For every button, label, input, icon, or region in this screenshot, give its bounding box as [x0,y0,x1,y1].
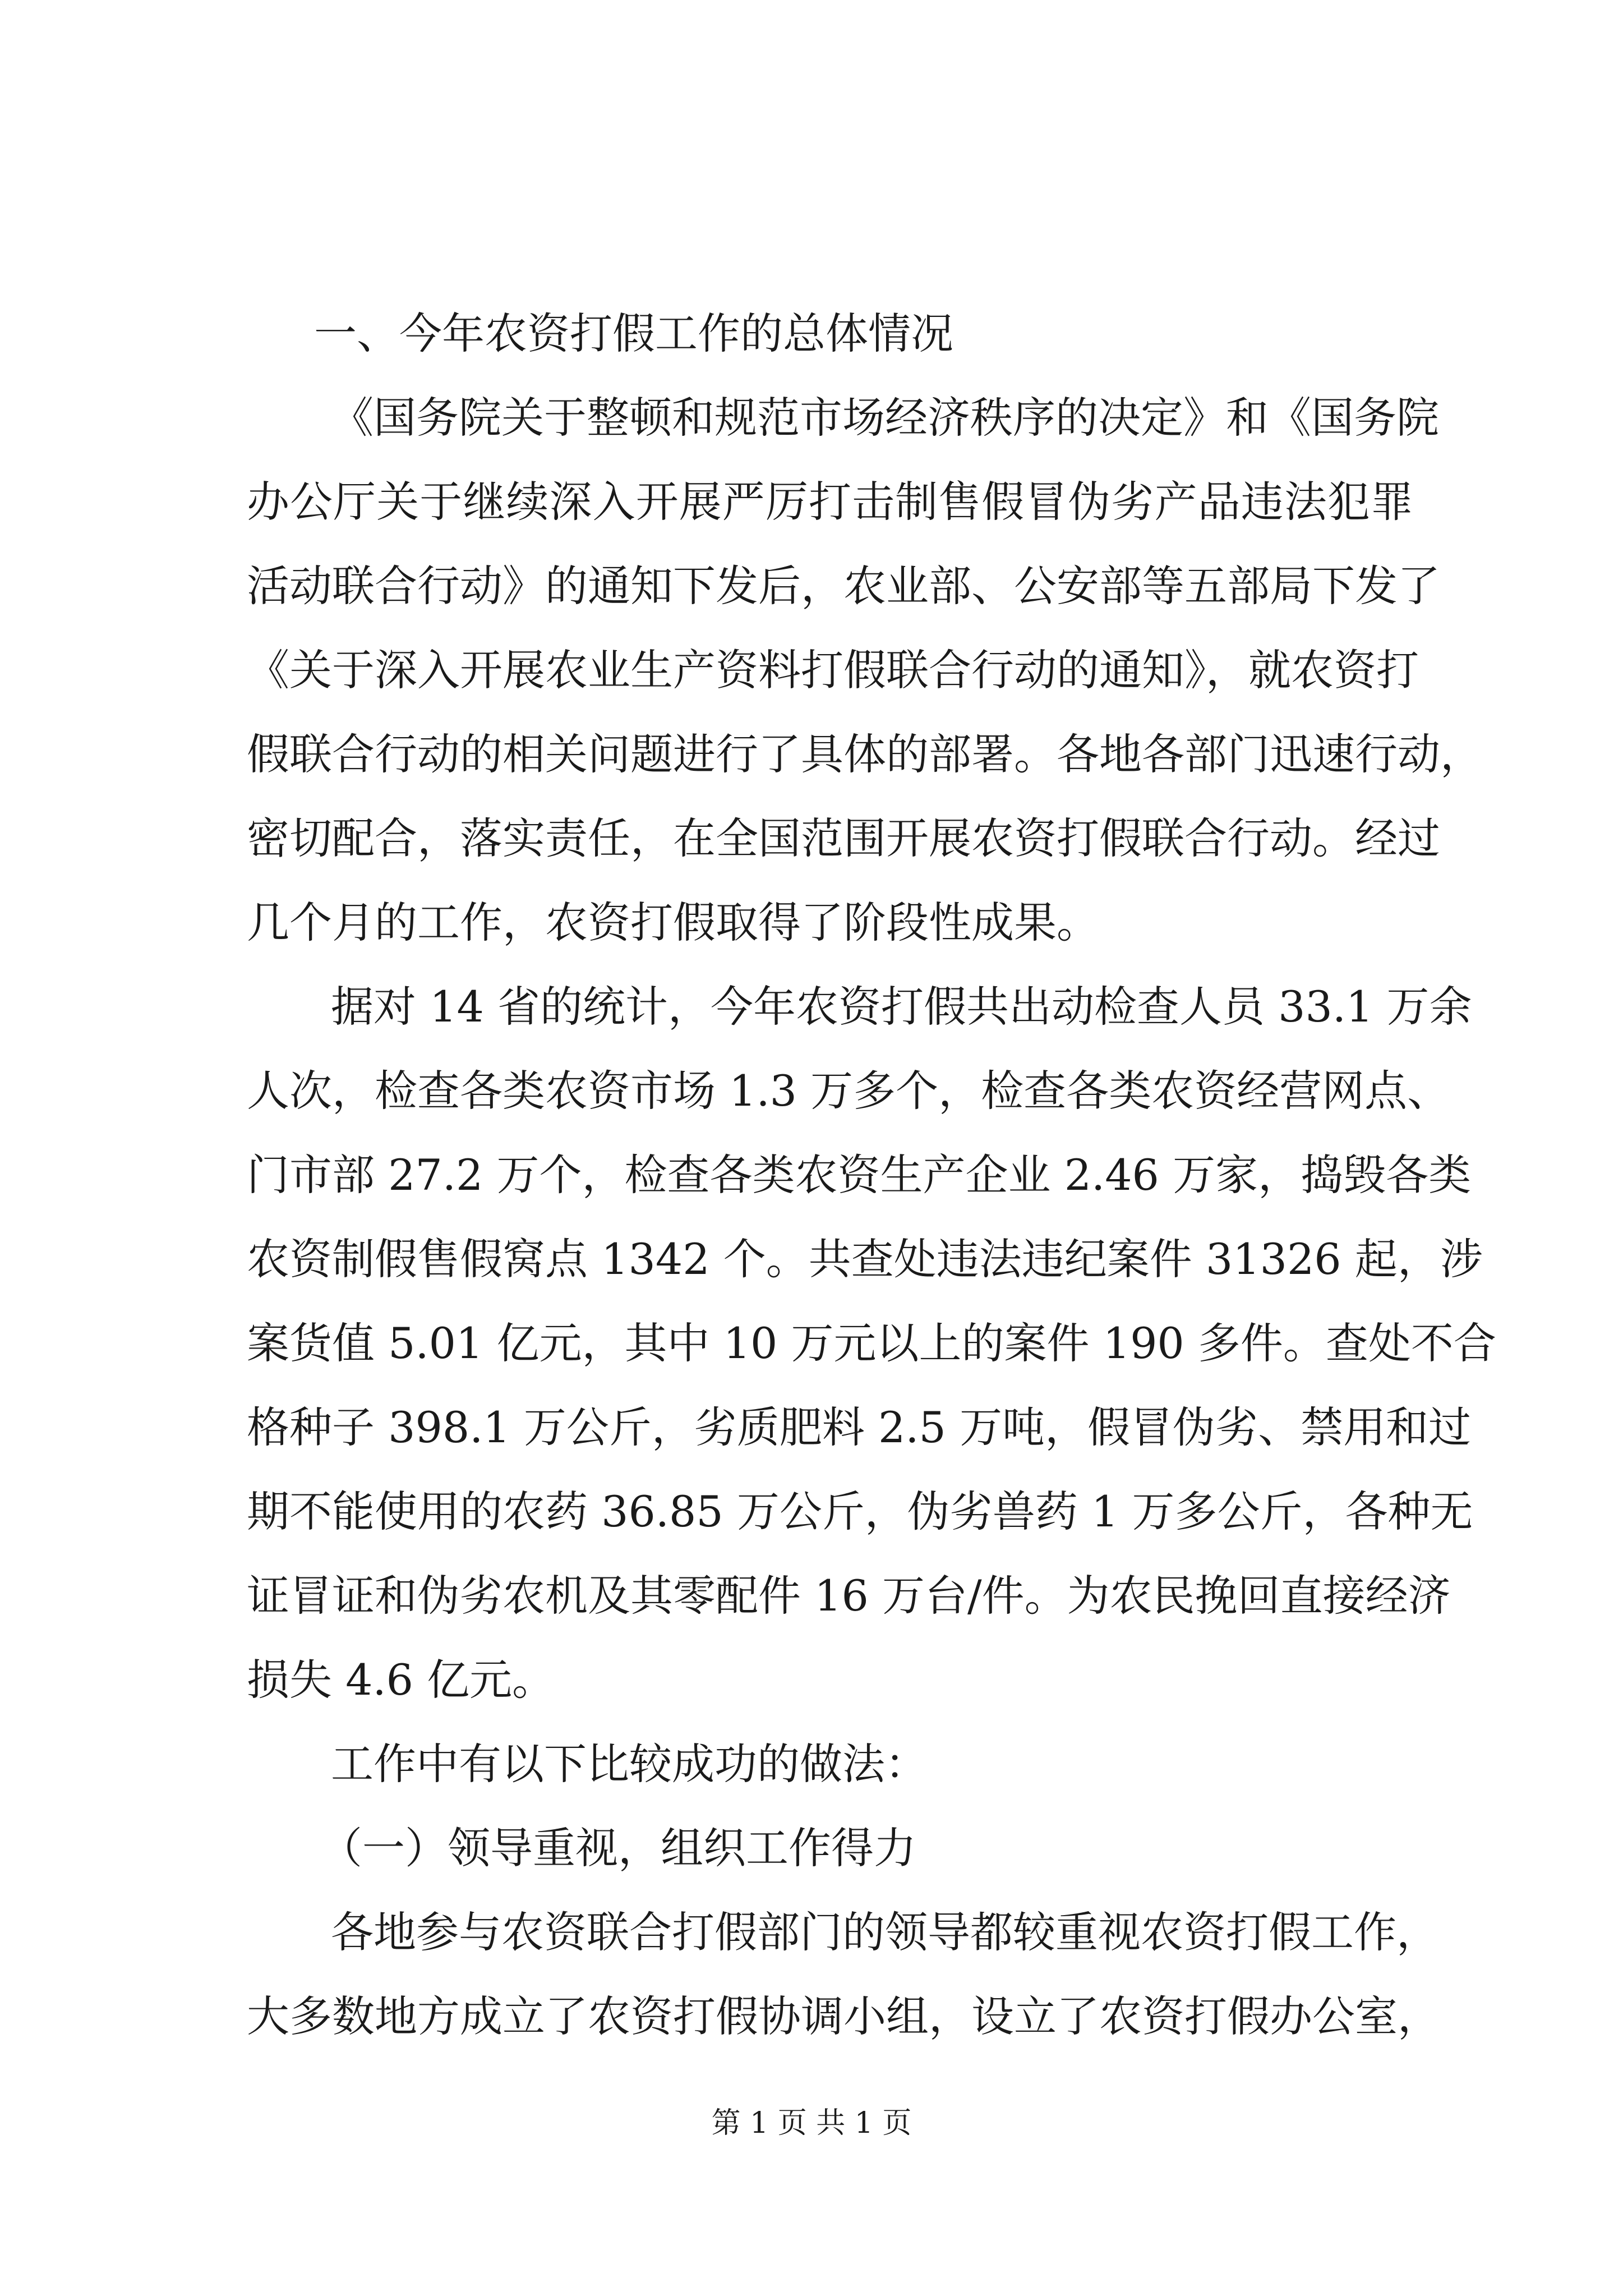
paragraph-line: 损失 4.6 亿元。 [247,1655,555,1705]
paragraph-line: 《国务院关于整顿和规范市场经济秩序的决定》和《国务院 [331,393,1439,443]
paragraph-line: 农资制假售假窝点 1342 个。共查处违法违纪案件 31326 起，涉 [247,1234,1483,1284]
paragraph-leadership [247,1890,1440,2059]
paragraph-line: 大多数地方成立了农资打假协调小组，设立了农资打假办公室， [247,1991,1440,2041]
document-body [247,292,1496,2059]
paragraph-line: 各地参与农资联合打假部门的领导都较重视农资打假工作， [331,1907,1439,1957]
subsection-heading: （一）领导重视，组织工作得力 [320,1823,916,1873]
paragraph-line: 密切配合，落实责任，在全国范围开展农资打假联合行动。经过 [247,813,1440,863]
paragraph-line: 人次，检查各类农资市场 1.3 万多个，检查各类农资经营网点、 [247,1066,1450,1116]
paragraph-line: 据对 14 省的统计，今年农资打假共出动检查人员 33.1 万余 [331,982,1472,1032]
paragraph-statistics [247,965,1496,1722]
paragraph-methods-intro: 工作中有以下比较成功的做法： [331,1739,928,1789]
page-footer: 第 1 页 共 1 页 [711,2106,912,2140]
paragraph-intro [247,376,1483,965]
paragraph-line: 期不能使用的农药 36.85 万公斤，伪劣兽药 1 万多公斤，各种无 [247,1487,1473,1536]
paragraph-line: 格种子 398.1 万公斤，劣质肥料 2.5 万吨，假冒伪劣、禁用和过 [247,1402,1472,1452]
paragraph-line: 假联合行动的相关问题进行了具体的部署。各地各部门迅速行动， [247,729,1483,779]
paragraph-line: 活动联合行动》的通知下发后，农业部、公安部等五部局下发了 [247,561,1440,611]
paragraph-line: 门市部 27.2 万个，检查各类农资生产企业 2.46 万家，捣毁各类 [247,1150,1472,1200]
paragraph-line: 几个月的工作，农资打假取得了阶段性成果。 [247,898,1099,947]
paragraph-line: 案货值 5.01 亿元，其中 10 万元以上的案件 190 多件。查处不合 [247,1318,1496,1368]
paragraph-line: 办公厅关于继续深入开展严厉打击制售假冒伪劣产品违法犯罪 [247,477,1413,527]
section-heading: 一、今年农资打假工作的总体情况 [314,309,953,358]
paragraph-line: 证冒证和伪劣农机及其零配件 16 万台/件。为农民挽回直接经济 [247,1571,1451,1621]
paragraph-line: 《关于深入开展农业生产资料打假联合行动的通知》，就农资打 [247,645,1419,695]
